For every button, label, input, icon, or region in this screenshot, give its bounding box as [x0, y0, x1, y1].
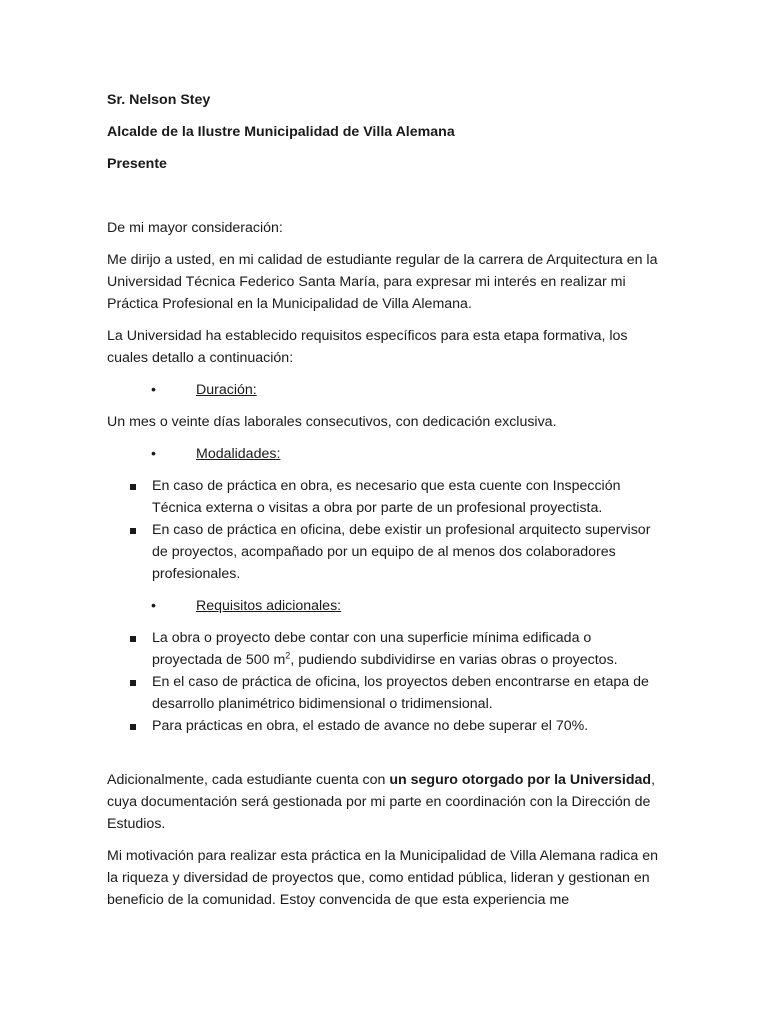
list-item — [107, 519, 662, 585]
square-bullet-icon — [130, 724, 136, 730]
list-item-text: En caso de práctica en oficina, debe existir un profesional arquitecto supervisor de proyectos, acompañado por un equipo de al menos dos colaboradores profesionales. — [152, 522, 651, 582]
square-bullet-icon — [130, 484, 136, 490]
list-item — [107, 475, 662, 519]
list-item-text: En caso de práctica en obra, es necesario que esta cuente con Inspección Técnica externa o visitas a obra por parte de un profesional proyectista. — [152, 478, 621, 516]
additional-requirements-heading — [107, 595, 662, 617]
superscript-two: 2 — [285, 650, 291, 661]
bullet-icon: • — [151, 446, 156, 462]
salutation: De mi mayor consideración: — [107, 220, 283, 236]
modalities-heading — [107, 443, 662, 465]
insurance-emphasis: un seguro otorgado por la Universidad — [389, 772, 652, 788]
list-item — [107, 671, 662, 715]
bullet-icon: • — [151, 598, 156, 614]
insurance-paragraph — [107, 769, 662, 835]
square-bullet-icon — [130, 680, 136, 686]
list-item — [107, 627, 662, 671]
presente-label: Presente — [107, 156, 167, 172]
modalities-label: Modalidades: — [196, 446, 281, 462]
surface-requirement-tail: , pudiendo subdividirse en varias obras o proyectos. — [290, 652, 618, 668]
duration-label: Duración: — [196, 382, 257, 398]
insurance-text-start: Adicionalmente, cada estudiante cuenta con — [107, 772, 390, 788]
list-item-text — [152, 630, 618, 668]
list-item — [107, 715, 662, 737]
list-item-text: Para prácticas en obra, el estado de avance no debe superar el 70%. — [152, 718, 589, 734]
surface-requirement-text: La obra o proyecto debe contar con una superficie mínima edificada o proyectada de 500 m — [152, 630, 592, 668]
square-bullet-icon — [130, 636, 136, 642]
duration-text: Un mes o veinte días laborales consecutivos, con dedicación exclusiva. — [107, 414, 557, 430]
requirements-intro-paragraph: La Universidad ha establecido requisitos específicos para esta etapa formativa, los cuales detallo a continuación: — [107, 328, 628, 366]
duration-heading — [107, 379, 662, 401]
recipient-name: Sr. Nelson Stey — [107, 92, 211, 108]
square-bullet-icon — [130, 528, 136, 534]
additional-requirements-label: Requisitos adicionales: — [196, 598, 342, 614]
list-item-text: En el caso de práctica de oficina, los proyectos deben encontrarse en etapa de desarrollo planimétrico bidimensional o tridimensional. — [152, 674, 649, 712]
insurance-text-end: , cuya documentación será gestionada por mi parte en coordinación con la Dirección de Estudios. — [107, 772, 656, 832]
intro-paragraph: Me dirijo a usted, en mi calidad de estudiante regular de la carrera de Arquitectura en la Universidad Técnica Federico Santa María, para expresar mi interés en realizar mi Práctica Profesional en la Municipalidad de Villa Alemana. — [107, 252, 658, 312]
bullet-icon: • — [151, 382, 156, 398]
recipient-title: Alcalde de la Ilustre Municipalidad de Villa Alemana — [107, 124, 455, 140]
additional-requirements-list — [107, 627, 662, 737]
modalities-list — [107, 475, 662, 585]
motivation-paragraph: Mi motivación para realizar esta práctica en la Municipalidad de Villa Alemana radica en la riqueza y diversidad de proyectos que, como entidad pública, lideran y gestionan en beneficio de la comunidad. Estoy convencida de que esta experiencia me — [107, 848, 658, 908]
